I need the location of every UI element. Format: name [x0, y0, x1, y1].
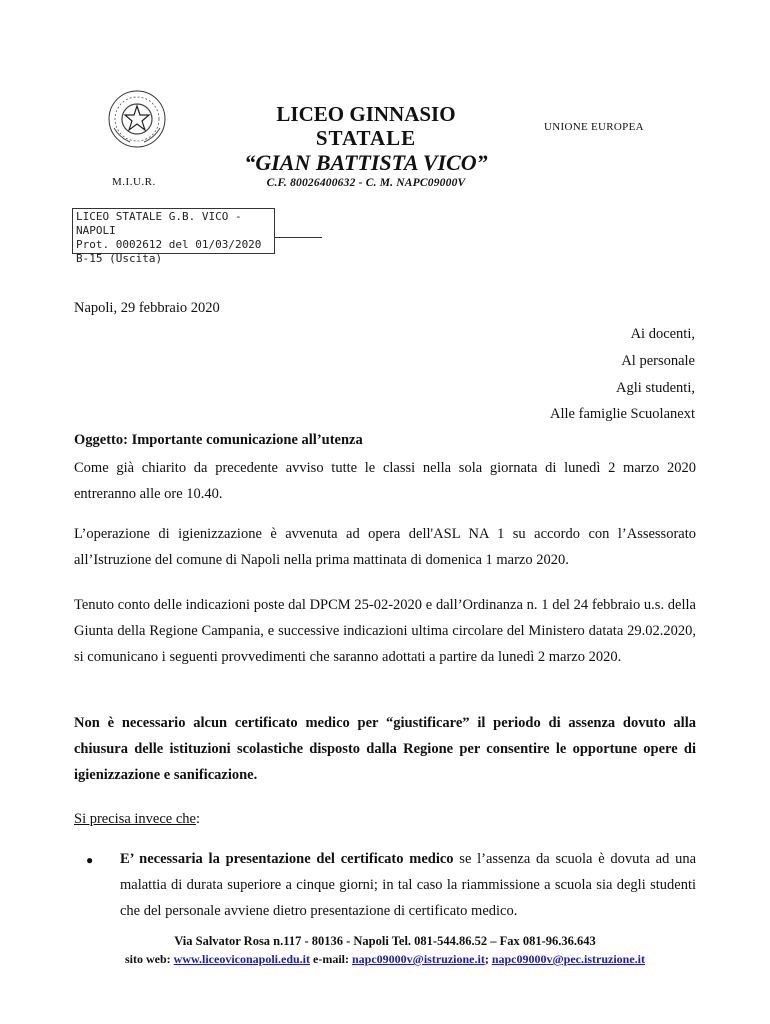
stamp-line-school: LICEO STATALE G.B. VICO - NAPOLI [76, 210, 242, 237]
stamp-line-category: B-15 (Uscita) [76, 252, 163, 265]
recipient-line: Ai docenti, [630, 326, 695, 342]
protocol-stamp [72, 208, 275, 265]
pec-email-link[interactable]: napc09000v@pec.istruzione.it [491, 952, 645, 966]
school-codes: C.F. 80026400632 - C. M. NAPC09000V [266, 177, 466, 189]
footer-contacts [0, 952, 770, 967]
bullet-bold-text: E’ necessaria la presentazione del certificato medico [120, 851, 454, 867]
school-title-line1: LICEO GINNASIO [276, 102, 456, 126]
paragraph-no-certificate: Non è necessario alcun certificato medico per “giustificare” il periodo di assenza dovuto alla chiusura delle istituzioni scolastiche disposto dalla Regione per consentire le opportune opere di igienizzazione e sanificazione. [74, 715, 696, 783]
precisa-label: Si precisa invece che [74, 811, 196, 827]
email-link[interactable]: napc09000v@istruzione.it [352, 952, 485, 966]
letter-date: Napoli, 29 febbraio 2020 [74, 300, 220, 316]
stamp-line-protocol: Prot. 0002612 del 01/03/2020 [76, 238, 262, 251]
republic-emblem-icon [106, 88, 168, 150]
stamp-underline [275, 237, 322, 238]
paragraph-entry-time: Come già chiarito da precedente avviso tutte le classi nella sola giornata di lunedì 2 marzo 2020 entreranno alle ore 10.40. [74, 460, 696, 502]
miur-label: M.I.U.R. [112, 176, 156, 188]
bullet-text: se l’assenza da scuola è dovuta ad una malattia di durata superiore a cinque giorni; in tal caso la riammissione a scuola sia degli studenti che del personale avviene dietro presentazione di certificato medico. [120, 851, 697, 919]
list-item [120, 846, 696, 924]
email-separator: ; [484, 952, 492, 966]
recipient-line: Al personale [621, 353, 695, 369]
website-link[interactable]: www.liceoviconapoli.edu.it [173, 952, 311, 966]
precisa-colon: : [195, 811, 201, 827]
email-label: e-mail: [310, 952, 352, 966]
european-union-label: UNIONE EUROPEA [544, 121, 644, 133]
precisa-heading [74, 806, 696, 832]
footer-address: Via Salvator Rosa n.117 - 80136 - Napoli Tel. 081-544.86.52 – Fax 081-96.36.643 [174, 934, 596, 948]
recipient-line: Agli studenti, [616, 380, 695, 396]
bullet-dot-icon: ● [86, 853, 94, 867]
letter-subject: Oggetto: Importante comunicazione all’utenza [74, 432, 363, 448]
school-title-line2: STATALE [315, 126, 417, 150]
paragraph-sanitization: L’operazione di igienizzazione è avvenuta ad opera dell'ASL NA 1 su accordo con l’Assessorato all’Istruzione del comune di Napoli nella prima mattinata di domenica 1 marzo 2020. [74, 526, 696, 568]
site-label: sito web: [125, 952, 174, 966]
school-name: “GIAN BATTISTA VICO” [244, 150, 488, 175]
recipient-line: Alle famiglie Scuolanext [550, 406, 695, 422]
paragraph-measures: Tenuto conto delle indicazioni poste dal DPCM 25-02-2020 e dall’Ordinanza n. 1 del 24 febbraio u.s. della Giunta della Regione Campania, e successive indicazioni ultima circolare del Ministero datata 29.02.2020, si comunicano i seguenti provvedimenti che saranno adottati a partire da lunedì 2 marzo 2020. [74, 597, 696, 665]
